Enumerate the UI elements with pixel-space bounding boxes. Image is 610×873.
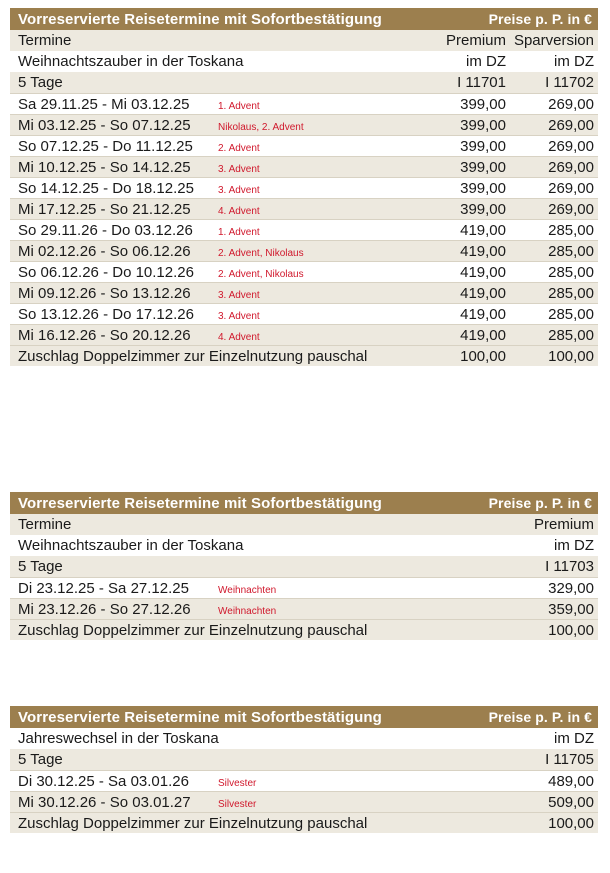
- trip-code-spar: I 11702: [545, 74, 594, 91]
- occasion-note: Silvester: [218, 798, 257, 810]
- table-header-title: Vorreservierte Reisetermine mit Sofortbestätigung: [18, 708, 382, 726]
- date-range: So 06.12.26 - Do 10.12.26: [18, 263, 194, 281]
- price-spar: 285,00: [548, 284, 594, 302]
- table-header-bar: [10, 492, 598, 514]
- price-table-advent: [10, 8, 598, 366]
- head-row-duration: [10, 556, 598, 577]
- date-range: Sa 29.11.25 - Mi 03.12.25: [18, 95, 190, 113]
- price-spar: 285,00: [548, 263, 594, 281]
- date-cell: [18, 794, 398, 811]
- table-row: [10, 770, 598, 791]
- surcharge-label: Zuschlag Doppelzimmer zur Einzelnutzung pauschal: [18, 621, 368, 639]
- trip-duration: 5 Tage: [18, 74, 63, 91]
- trip-title: Weihnachtszauber in der Toskana: [18, 537, 244, 554]
- occasion-note: 3. Advent: [218, 184, 260, 196]
- head-row-trip: [10, 51, 598, 72]
- occasion-note: Nikolaus, 2. Advent: [218, 121, 304, 133]
- date-cell: [18, 580, 398, 597]
- date-cell: [18, 264, 396, 281]
- head-row-termine: [10, 514, 598, 535]
- price-premium: 399,00: [460, 137, 506, 155]
- date-cell: [18, 180, 396, 197]
- surcharge-label: Zuschlag Doppelzimmer zur Einzelnutzung pauschal: [18, 347, 368, 365]
- trip-duration: 5 Tage: [18, 558, 63, 575]
- room-type-premium: im DZ: [554, 537, 594, 554]
- head-premium: Premium: [533, 516, 594, 533]
- table-row: [10, 198, 598, 219]
- date-range: Mi 16.12.26 - So 20.12.26: [18, 326, 191, 344]
- date-range: Mi 17.12.25 - So 21.12.25: [18, 200, 191, 218]
- head-row-duration: [10, 72, 598, 93]
- occasion-note: 2. Advent: [218, 142, 260, 154]
- price-table-christmas: [10, 492, 598, 640]
- table-row: [10, 261, 598, 282]
- table-header-title: Vorreservierte Reisetermine mit Sofortbestätigung: [18, 10, 382, 28]
- table-row: [10, 598, 598, 619]
- table-row: [10, 791, 598, 812]
- date-cell: [18, 285, 396, 302]
- price-spar: 285,00: [548, 326, 594, 344]
- date-range: Mi 03.12.25 - So 07.12.25: [18, 116, 191, 134]
- price-premium: 509,00: [548, 793, 594, 811]
- occasion-note: 2. Advent, Nikolaus: [218, 268, 304, 280]
- occasion-note: 2. Advent, Nikolaus: [218, 247, 304, 259]
- occasion-note: 3. Advent: [218, 289, 260, 301]
- surcharge-spar: 100,00: [548, 347, 594, 365]
- price-premium: 419,00: [460, 305, 506, 323]
- room-type-spar: im DZ: [554, 53, 594, 70]
- trip-code-premium: I 11705: [545, 751, 594, 768]
- occasion-note: 4. Advent: [218, 331, 260, 343]
- date-range: So 29.11.26 - Do 03.12.26: [18, 221, 193, 239]
- price-spar: 269,00: [548, 179, 594, 197]
- head-row-duration: [10, 749, 598, 770]
- price-spar: 269,00: [548, 137, 594, 155]
- date-cell: [18, 96, 396, 113]
- price-premium: 399,00: [460, 158, 506, 176]
- date-cell: [18, 138, 396, 155]
- price-spar: 285,00: [548, 221, 594, 239]
- date-range: Mi 09.12.26 - So 13.12.26: [18, 284, 191, 302]
- head-premium: Premium: [445, 32, 506, 49]
- trip-code-premium: I 11703: [545, 558, 594, 575]
- table-header-bar: [10, 8, 598, 30]
- table-row: [10, 577, 598, 598]
- surcharge-premium: 100,00: [548, 621, 594, 639]
- price-premium: 329,00: [548, 579, 594, 597]
- price-premium: 399,00: [460, 116, 506, 134]
- price-premium: 489,00: [548, 772, 594, 790]
- surcharge-premium: 100,00: [548, 814, 594, 832]
- date-cell: [18, 601, 398, 618]
- price-premium: 419,00: [460, 242, 506, 260]
- trip-title: Weihnachtszauber in der Toskana: [18, 53, 244, 70]
- date-range: So 13.12.26 - Do 17.12.26: [18, 305, 194, 323]
- head-label: Termine: [18, 32, 72, 49]
- table-row: [10, 303, 598, 324]
- date-cell: [18, 201, 396, 218]
- room-type-premium: im DZ: [466, 53, 506, 70]
- date-range: Mi 30.12.26 - So 03.01.27: [18, 793, 191, 811]
- head-label: Termine: [18, 516, 72, 533]
- table-header-price-note: Preise p. P. in €: [488, 11, 592, 27]
- price-premium: 359,00: [548, 600, 594, 618]
- price-premium: 399,00: [460, 95, 506, 113]
- trip-title: Jahreswechsel in der Toskana: [18, 730, 219, 747]
- table-row: [10, 135, 598, 156]
- table-header-price-note: Preise p. P. in €: [488, 495, 592, 511]
- date-cell: [18, 159, 396, 176]
- head-row-trip: [10, 535, 598, 556]
- occasion-note: 4. Advent: [218, 205, 260, 217]
- table-header-price-note: Preise p. P. in €: [488, 709, 592, 725]
- trip-code-premium: I 11701: [457, 74, 506, 91]
- trip-duration: 5 Tage: [18, 751, 63, 768]
- table-row: [10, 93, 598, 114]
- date-cell: [18, 117, 396, 134]
- date-range: So 07.12.25 - Do 11.12.25: [18, 137, 193, 155]
- price-spar: 269,00: [548, 116, 594, 134]
- date-range: Mi 23.12.26 - So 27.12.26: [18, 600, 191, 618]
- price-spar: 285,00: [548, 305, 594, 323]
- table-row: [10, 282, 598, 303]
- price-premium: 419,00: [460, 263, 506, 281]
- table-header-bar: [10, 706, 598, 728]
- occasion-note: 1. Advent: [218, 226, 260, 238]
- price-premium: 419,00: [460, 284, 506, 302]
- date-range: Di 23.12.25 - Sa 27.12.25: [18, 579, 189, 597]
- table-header-title: Vorreservierte Reisetermine mit Sofortbestätigung: [18, 494, 382, 512]
- table-row: [10, 156, 598, 177]
- price-premium: 419,00: [460, 326, 506, 344]
- surcharge-premium: 100,00: [460, 347, 506, 365]
- occasion-note: 3. Advent: [218, 310, 260, 322]
- price-premium: 399,00: [460, 179, 506, 197]
- occasion-note: Silvester: [218, 777, 257, 789]
- table-row: [10, 219, 598, 240]
- occasion-note: 1. Advent: [218, 100, 260, 112]
- date-cell: [18, 222, 396, 239]
- date-range: Mi 02.12.26 - So 06.12.26: [18, 242, 191, 260]
- price-spar: 269,00: [548, 200, 594, 218]
- surcharge-row: [10, 812, 598, 833]
- price-spar: 285,00: [548, 242, 594, 260]
- head-sparversion: Sparversion: [513, 32, 594, 49]
- surcharge-row: [10, 345, 598, 366]
- occasion-note: 3. Advent: [218, 163, 260, 175]
- date-cell: [18, 243, 396, 260]
- occasion-note: Weihnachten: [218, 605, 277, 617]
- table-row: [10, 240, 598, 261]
- room-type-premium: im DZ: [554, 730, 594, 747]
- date-range: Di 30.12.25 - Sa 03.01.26: [18, 772, 189, 790]
- price-table-new-year: [10, 706, 598, 833]
- head-row-termine: [10, 30, 598, 51]
- price-premium: 399,00: [460, 200, 506, 218]
- occasion-note: Weihnachten: [218, 584, 277, 596]
- date-range: Mi 10.12.25 - So 14.12.25: [18, 158, 191, 176]
- date-cell: [18, 327, 396, 344]
- price-spar: 269,00: [548, 95, 594, 113]
- surcharge-row: [10, 619, 598, 640]
- price-premium: 419,00: [460, 221, 506, 239]
- table-row: [10, 114, 598, 135]
- surcharge-label: Zuschlag Doppelzimmer zur Einzelnutzung pauschal: [18, 814, 368, 832]
- head-row-trip: [10, 728, 598, 749]
- date-cell: [18, 773, 398, 790]
- table-row: [10, 177, 598, 198]
- price-spar: 269,00: [548, 158, 594, 176]
- date-range: So 14.12.25 - Do 18.12.25: [18, 179, 194, 197]
- table-row: [10, 324, 598, 345]
- date-cell: [18, 306, 396, 323]
